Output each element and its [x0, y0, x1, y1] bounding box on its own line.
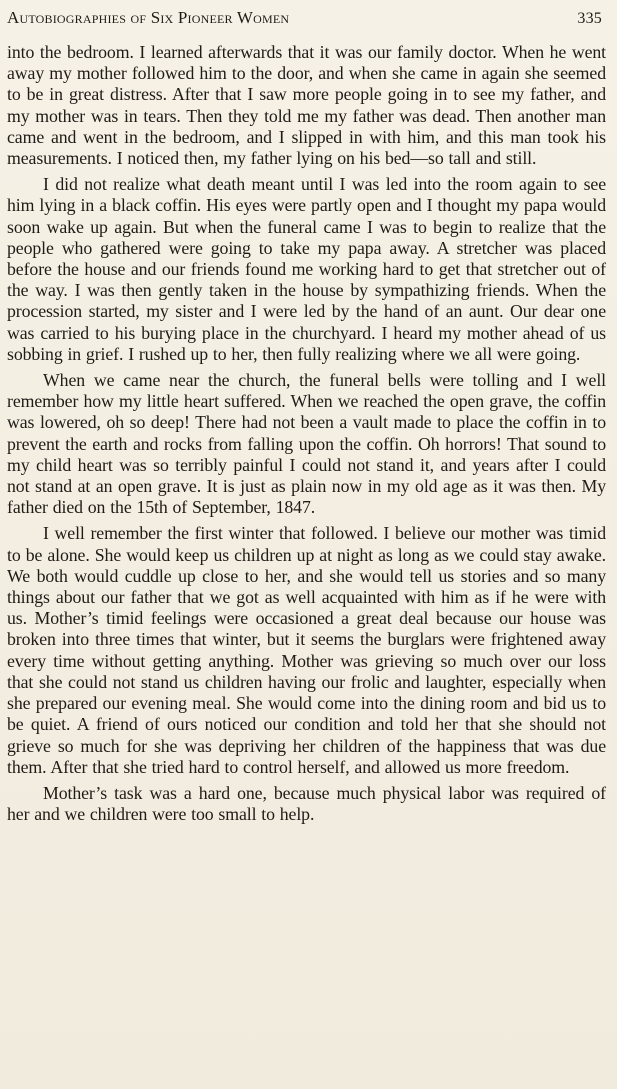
paragraph: When we came near the church, the funeral bells were tolling and I well remember how my little heart suffered. When we reached the open grave, the coffin was lowered, oh so deep! There had not been a vault made to place the coffin in to prevent the earth and rocks from falling upon the coffin. Oh horrors! That sound to my child heart was so terribly painful I could not stand it, and years after I could not stand at an open grave. It is just as plain now in my old age as it was then. My father died on the 15th of September, 1847.: [7, 370, 606, 518]
paragraph: Mother’s task was a hard one, because much physical labor was required of her and we children were too small to help.: [7, 782, 606, 825]
paragraph: I well remember the first winter that followed. I believe our mother was timid to be alone. She would keep us children up at night as long as we could stay awake. We both would cuddle up close to her, and she would tell us stories and so many things about our father that we got as well acquainted with him as if he were with us. Mother’s timid feelings were occasioned a great deal because our house was broken into three times that winter, but it seems the burglars were frightened away every time without getting anything. Mother was grieving so much over our loss that she could not stand us children having our frolic and laughter, especially when she prepared our evening meal. She would come into the dining room and bid us to be quiet. A friend of ours noticed our condition and told her that she should not grieve so much for she was depriving her children of the happiness that was due them. After that she tried hard to control herself, and allowed us more freedom.: [7, 523, 606, 777]
paragraph-continued: into the bedroom. I learned afterwards that it was our family doctor. When he went away my mother followed him to the door, and when she came in again she seemed to be in great distress. After that I saw more people going in to see my father, and my mother was in tears. Then they told me my father was dead. Then another man came and went in the bedroom, and I slipped in with him, and this man took his measurements. I noticed then, my father lying on his bed—so tall and still.: [7, 42, 606, 169]
running-title: Autobiographies of Six Pioneer Women: [7, 8, 290, 27]
page-header: [7, 8, 606, 42]
page-number: 335: [577, 10, 602, 27]
body-text: [7, 42, 606, 825]
paragraph: I did not realize what death meant until I was led into the room again to see him lying in a black coffin. His eyes were partly open and I thought my papa would soon wake up again. But when the funeral came I was to begin to realize that the people who gathered were going to take my papa away. A stretcher was placed before the house and our friends found me working hard to get that stretcher out of the way. I was then gently taken in the house by sympathizing friends. When the procession started, my sister and I were led by the hand of an aunt. Our dear one was carried to his burying place in the churchyard. I heard my mother ahead of us sobbing in grief. I rushed up to her, then fully realizing where we all were going.: [7, 174, 606, 364]
